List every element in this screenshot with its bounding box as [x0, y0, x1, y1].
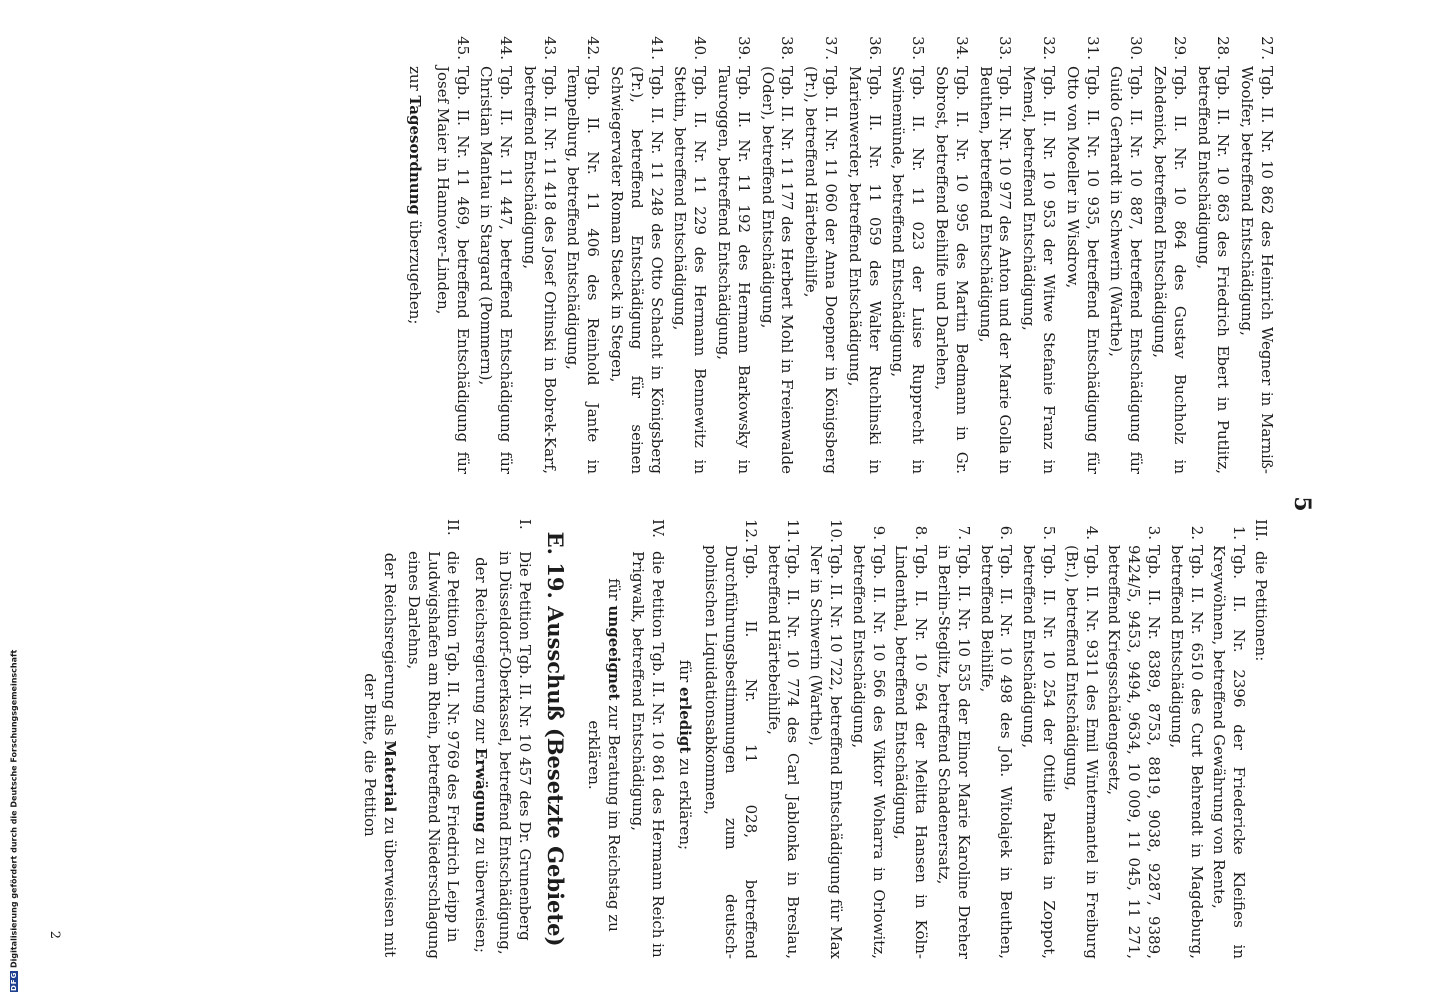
item-text: Tgb. II. Nr. 11 060 der Anna Doepner in Königsberg (Pr.), betreffend Härtebeihilfe,: [802, 66, 841, 474]
item-text: Tgb. II. Nr. 10 864 des Gustav Buchholz in Zehdenick, betreffend Entschädigung,: [1151, 66, 1189, 474]
item-text: Tgb. II. Nr. 11 418 des Josef Orlinski in Bobrek-Karf, betreffend Entschädigung,: [520, 66, 559, 474]
item-text: Tgb. II. Nr. 10 564 der Melitta Hansen in Köln-Lindenthal, betreffend Entschädigung,: [892, 545, 931, 959]
petition-item: [931, 34, 971, 474]
roman-numeral: II.: [444, 519, 463, 536]
item-text: Tgb. II. Nr. 10 535 der Elinor Marie Karoline Dreher in Berlin-Steglitz, betreffend Schadenersatz,: [935, 545, 973, 959]
item-text: Tgb. II. Nr. 11 469, betreffend Entschädigung für Josef Maier in Hannover-Linden,: [433, 66, 472, 474]
item-text: Tgb. II. Nr. 11 023 der Luise Rupprecht in Swinemünde, betreffend Entschädigung,: [889, 66, 928, 474]
section-intro: die Petitionen:: [1252, 551, 1270, 662]
item-text: Tgb. II. Nr. 10 498 des Joh. Witolajek in Beuthen, betreffend Beihilfe,: [977, 545, 1016, 959]
item-number: 45.: [453, 36, 472, 60]
item-text: Tgb. II. Nr. 10 566 des Viktor Woharra in Orlowitz, betreffend Entschädigung,: [849, 545, 888, 959]
item-text: Tgb. II. Nr. 11 192 des Hermann Barkowsky in Tauroggen, betreffend Entschädigung,: [715, 66, 753, 474]
item-text: Tgb. II. Nr. 11 406 des Reinhold Jante in Tempelburg, betreffend Entschädigung,: [564, 66, 603, 474]
item-number: 9.: [869, 525, 888, 540]
item-text: Tgb. II. Nr. 11 248 des Otto Schacht in Königsberg (Pr.), betreffend Entschädigung für seinen Schwiegervater Roman Staeck in Stegen,: [608, 66, 666, 474]
item-text: Tgb. II. Nr. 10 254 der Ottilie Pakitta in Zoppot, betreffend Entschädigung,: [1020, 545, 1059, 959]
item-text: Tgb. II. Nr. 10 953 der Witwe Stefanie Franz in Memel, betreffend Entschädigung,: [1020, 66, 1059, 474]
section-iii: [675, 519, 1270, 959]
item-number: 33.: [996, 36, 1015, 60]
right-column: [36, 519, 1276, 959]
item-number: 39.: [734, 36, 753, 60]
section-iv: [584, 519, 667, 959]
section-text: die Petition Tgb. II. Nr. 9769 des Friedrich Leipp in Ludwigshafen am Rhein, betreffend Niederschlagung eines Darlehns,: [404, 551, 463, 959]
petition-item: [800, 34, 840, 474]
petition-item: [891, 519, 931, 959]
item-number: 7.: [954, 525, 973, 540]
roman-numeral: III.: [1252, 519, 1270, 542]
item-text: Tgb. II. Nr. 10 863 des Friedrich Ebert in Putlitz, betreffend Entschädigung,: [1194, 66, 1233, 474]
item-text: Tgb. II. Nr. 11 177 des Herbert Mohl in Freienwalde (Oder), betreffend Entschädigung,: [758, 66, 797, 474]
committee-heading: E. 19. Ausschuß (Besetzte Gebiete): [543, 531, 569, 947]
closing-tagesordnung: zur Tagesordnung überzugehen;: [405, 66, 424, 325]
item-text: Tgb. II. Nr. 10 995 des Martin Bedmann in Gr. Sobrost, betreffend Beihilfe und Darlehen,: [933, 66, 971, 474]
petition-item: [1018, 34, 1058, 474]
item-text: Tgb. II. Nr. 10 774 des Carl Jablonka in Breslau, betreffend Härtebeihilfe,: [764, 545, 803, 959]
petition-item: [1061, 519, 1101, 959]
petition-item: [1193, 34, 1233, 474]
petition-list-iii: [700, 519, 1248, 959]
item-text: Tgb. II. Nr. 10 977 des Anton und der Marie Golla in Beuthen, betreffend Entschädigung,: [976, 66, 1015, 474]
item-number: 42.: [584, 36, 603, 60]
item-number: 36.: [865, 36, 884, 60]
item-text: Tgb. II. Nr. 10 722, betreffend Entschädigung für Max Ner in Schwerin (Warthe),: [807, 545, 846, 959]
petition-item: [1236, 34, 1276, 474]
item-number: 38.: [778, 36, 797, 60]
decision-ungeeignet: für ungeeignet zur Beratung im Reichstag zu erklären.: [585, 578, 624, 932]
item-number: 27.: [1258, 36, 1276, 60]
petition-item: [519, 34, 559, 474]
dfg-logo: DFG: [10, 971, 18, 991]
petition-item: [1104, 519, 1163, 959]
item-number: 35.: [909, 36, 928, 60]
item-text: Tgb. II. Nr. 2396 der Friedericke Kleifies in Kreywöhnen, betreffend Gewährung von Rente,: [1210, 545, 1249, 959]
item-text: Tgb. II. Nr. 6510 des Curt Behrendt in Magdeburg, betreffend Entschädigung,: [1167, 545, 1206, 959]
left-column: [36, 34, 1276, 474]
petition-item: [1149, 34, 1189, 474]
section-e-ii: [359, 519, 462, 959]
petition-item: [1062, 34, 1102, 474]
item-number: 4.: [1082, 525, 1101, 540]
petition-item: [1166, 519, 1206, 959]
item-text: Tgb. II. Nr. 10 935, betreffend Entschädigung für Otto von Moeller in Wisdrow,: [1063, 66, 1102, 474]
petition-item: [713, 34, 753, 474]
section-e-i: [470, 519, 533, 959]
item-number: 41.: [647, 36, 666, 60]
item-number: 40.: [691, 36, 710, 60]
petition-item: [1106, 34, 1146, 474]
roman-numeral: I.: [515, 519, 534, 530]
decision-erwaegung: der Reichsregierung zur Erwägung zu überweisen;: [472, 557, 491, 953]
petition-list-left: [432, 34, 1276, 474]
petition-item: [1018, 519, 1058, 959]
petition-item: [563, 34, 603, 474]
petition-item: [606, 34, 665, 474]
petition-item: [888, 34, 928, 474]
item-number: 34.: [952, 36, 971, 60]
roman-numeral: IV.: [648, 519, 667, 538]
section-text: die Petition Tgb. II. Nr. 10 861 des Hermann Reich in Prigwalk, betreffend Entschädigung,: [628, 551, 667, 958]
petition-item: [670, 34, 710, 474]
petition-item: [763, 519, 803, 959]
decision-erledigt: für erledigt zu erklären;: [676, 659, 695, 851]
item-number: 11.: [784, 519, 803, 543]
petition-item: [848, 519, 888, 959]
item-text: Tgb. II. Nr. 10 862 des Heinrich Wegner in Marniß-Woolfer, betreffend Entschädigung,: [1238, 66, 1276, 474]
signature-mark: 2: [47, 930, 63, 939]
item-number: 5.: [1040, 525, 1059, 540]
petition-item: [976, 519, 1016, 959]
item-text: Tgb. II. Nr. 11 229 des Hermann Bennewitz in Stettin, betreffend Entschädigung,: [671, 66, 710, 474]
petition-item: [1209, 519, 1249, 959]
item-text: Tgb. II. Nr. 10 887, betreffend Entschädigung für Guido Gerhardt in Schwerin (Warthe),: [1107, 66, 1146, 474]
item-number: 31.: [1083, 36, 1102, 60]
petition-item: [805, 519, 845, 959]
petition-item: [432, 34, 472, 474]
section-text: Die Petition Tgb. II. Nr. 10 457 des Dr. Grunenberg in Düsseldorf-Oberkassel, betreffend Entschädigung,: [495, 551, 534, 955]
item-text: Tgb. II. Nr. 11 028, betreffend Durchführungsbestimmungen zum deutsch-polnischen Liquidationsabkommen,: [702, 545, 760, 959]
petition-item: [700, 519, 759, 959]
item-number: 1.: [1230, 525, 1249, 540]
petition-item: [476, 34, 516, 474]
petition-item: [933, 519, 973, 959]
page-number: 5: [1289, 496, 1315, 512]
item-number: 32.: [1040, 36, 1059, 60]
item-number: 6.: [997, 525, 1016, 540]
item-number: 44.: [497, 36, 516, 60]
petition-item: [844, 34, 884, 474]
item-number: 2.: [1187, 525, 1206, 540]
item-number: 29.: [1170, 36, 1189, 60]
item-number: 8.: [912, 525, 931, 540]
decision-material: der Reichsregierung als Material zu überweisen mit der Bitte, die Petition: [361, 552, 399, 958]
item-text: Tgb. II. Nr. 9311 des Emil Wintermantel in Freiburg (Br.), betreffend Entschädigung,: [1062, 545, 1101, 959]
item-text: Tgb. II. Nr. 8389, 8753, 8819, 9038, 9287, 9389, 9424/5, 9453, 9494, 9634, 10 009, 11 045, 11 271, betreffend Kriegsschädengesetz,: [1105, 545, 1164, 959]
credit-text: Digitalisierung gefördert durch die Deutsche Forschungsgemeinschaft: [9, 649, 19, 968]
document-page: [16, 34, 1316, 974]
item-number: 28.: [1214, 36, 1233, 60]
item-text: Tgb. II. Nr. 11 059 des Walter Ruchlinski in Marienwerder, betreffend Entschädigung,: [845, 66, 884, 474]
item-number: 10.: [827, 519, 846, 543]
item-number: 43.: [540, 36, 559, 60]
petition-item: [975, 34, 1015, 474]
item-number: 12.: [741, 519, 760, 543]
item-text: Tgb. II. Nr. 11 447, betreffend Entschädigung für Christian Mantau in Stargard (Pommern),: [477, 66, 516, 474]
item-number: 3.: [1145, 525, 1164, 540]
item-number: 37.: [822, 36, 841, 60]
item-number: 30.: [1127, 36, 1146, 60]
petition-item: [757, 34, 797, 474]
